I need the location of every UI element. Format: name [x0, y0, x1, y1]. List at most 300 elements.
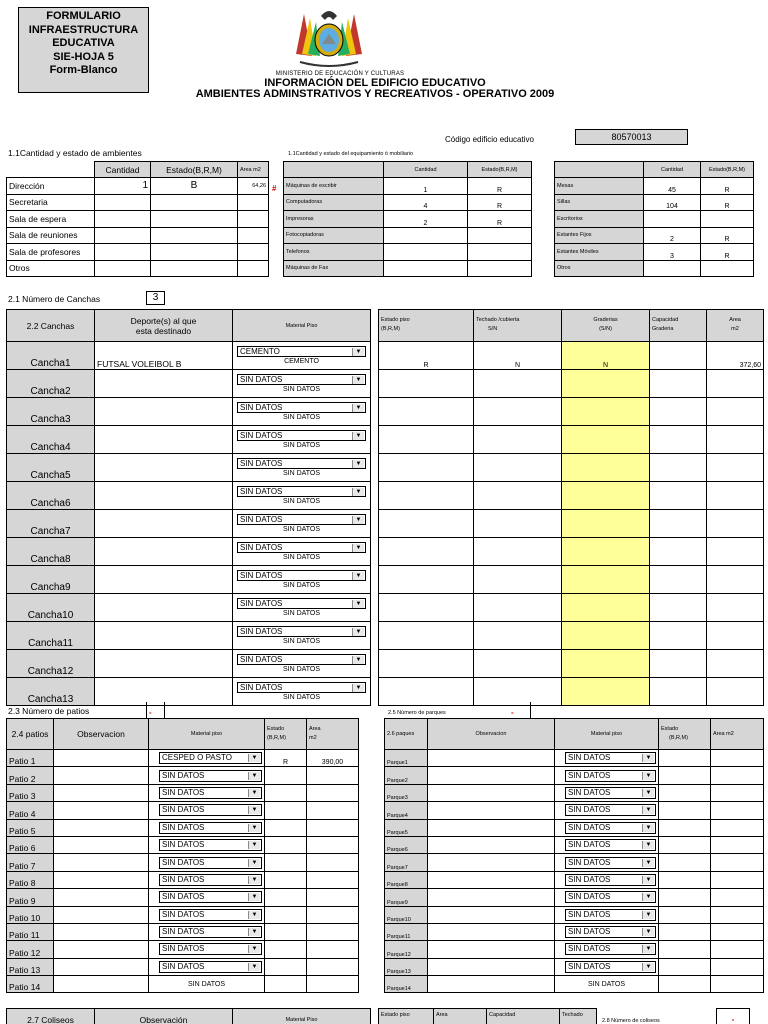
deporte-cell[interactable]: [95, 622, 233, 650]
chevron-down-icon[interactable]: ▼: [352, 544, 364, 552]
area-cell[interactable]: [707, 622, 764, 650]
area-cell[interactable]: [707, 426, 764, 454]
estado-cell[interactable]: [659, 976, 711, 993]
estado-cell[interactable]: [659, 923, 711, 940]
area-cell[interactable]: 64,26: [238, 178, 269, 195]
estado-cell[interactable]: [659, 906, 711, 923]
area-cell[interactable]: [307, 958, 359, 975]
chevron-down-icon[interactable]: ▼: [352, 404, 364, 412]
capacidad-cell[interactable]: [650, 650, 707, 678]
chevron-down-icon[interactable]: ▼: [248, 911, 260, 919]
deporte-cell[interactable]: [95, 426, 233, 454]
table-row: [385, 906, 764, 923]
chevron-down-icon[interactable]: ▼: [642, 859, 654, 867]
area-cell[interactable]: [707, 398, 764, 426]
cantidad-cell[interactable]: [95, 211, 151, 228]
estado-cell[interactable]: [151, 211, 238, 228]
estado-cell[interactable]: [265, 941, 307, 958]
observacion-cell[interactable]: [54, 889, 149, 906]
estado-cell[interactable]: [265, 819, 307, 836]
area-cell[interactable]: [307, 819, 359, 836]
observacion-cell[interactable]: [428, 802, 555, 819]
parques-count-field[interactable]: -: [507, 702, 531, 718]
cantidad-cell[interactable]: [384, 244, 468, 261]
cantidad-cell[interactable]: 4: [384, 194, 468, 211]
material-dropdown[interactable]: [159, 804, 262, 816]
observacion-cell[interactable]: [54, 836, 149, 853]
chevron-down-icon[interactable]: ▼: [642, 945, 654, 953]
patios-count-field[interactable]: -: [146, 702, 165, 718]
material-cell: [149, 889, 265, 906]
capacidad-cell[interactable]: [650, 370, 707, 398]
estado-cell[interactable]: [659, 871, 711, 888]
area-cell[interactable]: [711, 958, 764, 975]
area-cell[interactable]: [711, 767, 764, 784]
estado-cell[interactable]: [265, 889, 307, 906]
estado-cell[interactable]: [151, 194, 238, 211]
material-dropdown[interactable]: [237, 542, 366, 553]
observacion-cell[interactable]: [428, 906, 555, 923]
observacion-cell[interactable]: [428, 941, 555, 958]
area-cell[interactable]: [711, 941, 764, 958]
chevron-down-icon[interactable]: ▼: [352, 684, 364, 692]
material-dropdown[interactable]: [159, 926, 262, 938]
col-header: Capacidad Graderia: [650, 310, 707, 342]
dropdown-value: SIN DATOS: [568, 787, 611, 797]
area-cell[interactable]: [307, 767, 359, 784]
area-cell[interactable]: [238, 194, 269, 211]
techado-cell[interactable]: N: [474, 342, 562, 370]
area-cell[interactable]: [711, 750, 764, 767]
estado-cell[interactable]: [379, 454, 474, 482]
area-cell[interactable]: [711, 819, 764, 836]
estado-cell[interactable]: [659, 802, 711, 819]
cantidad-cell[interactable]: [95, 227, 151, 244]
chevron-down-icon[interactable]: ▼: [352, 460, 364, 468]
area-cell[interactable]: [707, 566, 764, 594]
capacidad-cell[interactable]: [650, 482, 707, 510]
area-cell[interactable]: [711, 802, 764, 819]
observacion-cell[interactable]: [428, 767, 555, 784]
cantidad-cell[interactable]: 45: [644, 178, 701, 195]
material-dropdown[interactable]: [565, 943, 656, 955]
graderias-cell[interactable]: [562, 510, 650, 538]
techado-cell[interactable]: [474, 622, 562, 650]
coliseos-count-field[interactable]: -: [716, 1008, 750, 1024]
chevron-down-icon[interactable]: ▼: [352, 488, 364, 496]
row-label: Parque3: [385, 784, 428, 801]
material-dropdown[interactable]: [159, 961, 262, 973]
estado-cell[interactable]: [468, 244, 532, 261]
estado-cell[interactable]: [379, 650, 474, 678]
chevron-down-icon[interactable]: ▼: [248, 824, 260, 832]
deporte-cell[interactable]: [95, 454, 233, 482]
estado-cell[interactable]: [265, 906, 307, 923]
graderias-cell[interactable]: [562, 426, 650, 454]
area-cell[interactable]: [707, 482, 764, 510]
techado-cell[interactable]: [474, 650, 562, 678]
estado-cell[interactable]: R: [265, 750, 307, 767]
cantidad-cell[interactable]: 1: [95, 178, 151, 195]
estado-cell[interactable]: [659, 889, 711, 906]
area-cell[interactable]: [711, 784, 764, 801]
graderias-cell[interactable]: N: [562, 342, 650, 370]
estado-cell[interactable]: [659, 819, 711, 836]
deporte-cell[interactable]: [95, 594, 233, 622]
estado-cell[interactable]: R: [379, 342, 474, 370]
deporte-cell[interactable]: FUTSAL VOLEIBOL B: [95, 342, 233, 370]
estado-cell[interactable]: [151, 260, 238, 277]
chevron-down-icon[interactable]: ▼: [642, 789, 654, 797]
estado-cell[interactable]: [379, 678, 474, 706]
observacion-cell[interactable]: [428, 889, 555, 906]
graderias-cell[interactable]: [562, 650, 650, 678]
techado-cell[interactable]: [474, 454, 562, 482]
observacion-cell[interactable]: [54, 784, 149, 801]
chevron-down-icon[interactable]: ▼: [642, 824, 654, 832]
estado-cell[interactable]: [379, 622, 474, 650]
area-cell[interactable]: [707, 454, 764, 482]
graderias-cell[interactable]: [562, 678, 650, 706]
estado-cell[interactable]: [659, 941, 711, 958]
area-cell[interactable]: [307, 906, 359, 923]
estado-cell[interactable]: [265, 923, 307, 940]
material-cell: [233, 398, 371, 426]
area-cell[interactable]: [307, 941, 359, 958]
chevron-down-icon[interactable]: ▼: [642, 911, 654, 919]
chevron-down-icon[interactable]: ▼: [248, 859, 260, 867]
estado-cell[interactable]: [265, 976, 307, 993]
observacion-cell[interactable]: [54, 750, 149, 767]
cantidad-cell[interactable]: [644, 260, 701, 277]
material-dropdown[interactable]: [159, 943, 262, 955]
chevron-down-icon[interactable]: ▼: [248, 945, 260, 953]
material-dropdown[interactable]: [237, 682, 366, 693]
material-cell: [149, 906, 265, 923]
estado-cell[interactable]: [468, 227, 532, 244]
estado-cell[interactable]: [701, 260, 754, 277]
estado-cell[interactable]: R: [701, 227, 754, 244]
estado-cell[interactable]: [265, 854, 307, 871]
estado-cell[interactable]: [265, 767, 307, 784]
area-cell[interactable]: 372,60: [707, 342, 764, 370]
cantidad-cell[interactable]: [95, 260, 151, 277]
graderias-cell[interactable]: [562, 594, 650, 622]
area-cell[interactable]: [707, 594, 764, 622]
area-cell[interactable]: [307, 889, 359, 906]
observacion-cell[interactable]: [428, 784, 555, 801]
material-dropdown[interactable]: [565, 752, 656, 764]
observacion-cell[interactable]: [428, 836, 555, 853]
area-cell[interactable]: [307, 871, 359, 888]
deporte-cell[interactable]: [95, 650, 233, 678]
table-row: [284, 227, 532, 244]
area-cell[interactable]: [711, 854, 764, 871]
estado-cell[interactable]: [379, 370, 474, 398]
chevron-down-icon[interactable]: ▼: [248, 893, 260, 901]
observacion-cell[interactable]: [54, 941, 149, 958]
material-dropdown[interactable]: [159, 770, 262, 782]
chevron-down-icon[interactable]: ▼: [642, 928, 654, 936]
material-dropdown[interactable]: [237, 374, 366, 385]
estado-cell[interactable]: [265, 784, 307, 801]
deporte-cell[interactable]: [95, 398, 233, 426]
observacion-cell[interactable]: [428, 871, 555, 888]
observacion-cell[interactable]: [54, 958, 149, 975]
estado-cell[interactable]: [659, 767, 711, 784]
chevron-down-icon[interactable]: ▼: [352, 432, 364, 440]
area-cell[interactable]: 390,00: [307, 750, 359, 767]
observacion-cell[interactable]: [54, 923, 149, 940]
material-dropdown[interactable]: [237, 402, 366, 413]
chevron-down-icon[interactable]: ▼: [642, 963, 654, 971]
chevron-down-icon[interactable]: ▼: [352, 348, 364, 356]
material-dropdown[interactable]: [237, 430, 366, 441]
deporte-cell[interactable]: [95, 482, 233, 510]
chevron-down-icon[interactable]: ▼: [248, 876, 260, 884]
observacion-cell[interactable]: [428, 819, 555, 836]
observacion-cell[interactable]: [54, 819, 149, 836]
material-dropdown[interactable]: [159, 752, 262, 764]
material-dropdown[interactable]: [237, 486, 366, 497]
area-cell[interactable]: [238, 227, 269, 244]
capacidad-cell[interactable]: [650, 622, 707, 650]
chevron-down-icon[interactable]: ▼: [248, 963, 260, 971]
deporte-cell[interactable]: [95, 566, 233, 594]
chevron-down-icon[interactable]: ▼: [642, 806, 654, 814]
material-dropdown[interactable]: [159, 787, 262, 799]
col-header: Observacion: [428, 719, 555, 750]
capacidad-cell[interactable]: [650, 342, 707, 370]
cantidad-cell[interactable]: [384, 260, 468, 277]
material-dropdown[interactable]: [237, 626, 366, 637]
area-cell[interactable]: [238, 244, 269, 261]
estado-cell[interactable]: R: [701, 178, 754, 195]
patios-table: [6, 718, 359, 993]
observacion-cell[interactable]: [428, 750, 555, 767]
material-dropdown[interactable]: [565, 787, 656, 799]
area-cell[interactable]: [707, 650, 764, 678]
capacidad-cell[interactable]: [650, 510, 707, 538]
cantidad-cell[interactable]: [384, 227, 468, 244]
chevron-down-icon[interactable]: ▼: [352, 376, 364, 384]
estado-cell[interactable]: [265, 836, 307, 853]
estado-cell[interactable]: R: [701, 244, 754, 261]
material-dropdown[interactable]: [565, 839, 656, 851]
techado-cell[interactable]: [474, 594, 562, 622]
estado-cell[interactable]: [379, 538, 474, 566]
chevron-down-icon[interactable]: ▼: [642, 841, 654, 849]
material-dropdown[interactable]: [159, 857, 262, 869]
chevron-down-icon[interactable]: ▼: [352, 572, 364, 580]
col-header: Observación: [95, 1009, 233, 1024]
capacidad-cell[interactable]: [650, 538, 707, 566]
observacion-cell[interactable]: [428, 958, 555, 975]
estado-cell[interactable]: [379, 398, 474, 426]
area-cell[interactable]: [711, 871, 764, 888]
area-cell[interactable]: [707, 370, 764, 398]
graderias-cell[interactable]: [562, 538, 650, 566]
material-dropdown[interactable]: [565, 961, 656, 973]
material-dropdown[interactable]: [565, 891, 656, 903]
area-cell[interactable]: [307, 784, 359, 801]
area-cell[interactable]: [711, 889, 764, 906]
graderias-cell[interactable]: [562, 370, 650, 398]
capacidad-cell[interactable]: [650, 678, 707, 706]
area-cell[interactable]: [711, 976, 764, 993]
chevron-down-icon[interactable]: ▼: [248, 841, 260, 849]
chevron-down-icon[interactable]: ▼: [642, 772, 654, 780]
techado-cell[interactable]: [474, 482, 562, 510]
techado-cell[interactable]: [474, 398, 562, 426]
area-cell[interactable]: [711, 906, 764, 923]
material-dropdown[interactable]: [237, 570, 366, 581]
chevron-down-icon[interactable]: ▼: [248, 806, 260, 814]
techado-cell[interactable]: [474, 426, 562, 454]
capacidad-cell[interactable]: [650, 454, 707, 482]
estado-cell[interactable]: [151, 244, 238, 261]
chevron-down-icon[interactable]: ▼: [352, 600, 364, 608]
area-cell[interactable]: [711, 923, 764, 940]
area-cell[interactable]: [307, 976, 359, 993]
chevron-down-icon[interactable]: ▼: [352, 516, 364, 524]
techado-cell[interactable]: [474, 566, 562, 594]
estado-cell[interactable]: [659, 958, 711, 975]
canchas-count-field[interactable]: 3: [146, 291, 165, 305]
capacidad-cell[interactable]: [650, 398, 707, 426]
area-cell[interactable]: [707, 678, 764, 706]
cantidad-cell[interactable]: 104: [644, 194, 701, 211]
material-dropdown[interactable]: [159, 822, 262, 834]
estado-cell[interactable]: [379, 482, 474, 510]
dropdown-value: SIN DATOS: [568, 874, 611, 884]
material-dropdown[interactable]: [159, 839, 262, 851]
observacion-cell[interactable]: [54, 976, 149, 993]
material-dropdown[interactable]: [565, 926, 656, 938]
estado-cell[interactable]: R: [468, 178, 532, 195]
material-dropdown[interactable]: [237, 346, 366, 357]
observacion-cell[interactable]: [428, 854, 555, 871]
codigo-field[interactable]: 80570013: [575, 129, 688, 145]
estado-cell[interactable]: [379, 510, 474, 538]
material-dropdown[interactable]: [565, 909, 656, 921]
estado-cell[interactable]: [659, 750, 711, 767]
chevron-down-icon[interactable]: ▼: [248, 789, 260, 797]
material-dropdown[interactable]: [565, 857, 656, 869]
table-row: [7, 454, 764, 482]
observacion-cell[interactable]: [428, 923, 555, 940]
chevron-down-icon[interactable]: ▼: [248, 772, 260, 780]
cantidad-cell[interactable]: 2: [384, 211, 468, 228]
techado-cell[interactable]: [474, 370, 562, 398]
capacidad-cell[interactable]: [650, 426, 707, 454]
deporte-cell[interactable]: [95, 370, 233, 398]
graderias-cell[interactable]: [562, 482, 650, 510]
estado-cell[interactable]: R: [701, 194, 754, 211]
cantidad-cell[interactable]: 1: [384, 178, 468, 195]
chevron-down-icon[interactable]: ▼: [642, 876, 654, 884]
chevron-down-icon[interactable]: ▼: [352, 656, 364, 664]
estado-cell[interactable]: [379, 426, 474, 454]
graderias-cell[interactable]: [562, 398, 650, 426]
estado-cell[interactable]: [468, 260, 532, 277]
observacion-cell[interactable]: [54, 906, 149, 923]
material-dropdown[interactable]: [565, 822, 656, 834]
cantidad-cell[interactable]: [644, 211, 701, 228]
cantidad-cell[interactable]: 3: [644, 244, 701, 261]
deporte-cell[interactable]: [95, 510, 233, 538]
estado-cell[interactable]: [701, 211, 754, 228]
observacion-cell[interactable]: [54, 767, 149, 784]
chevron-down-icon[interactable]: ▼: [248, 754, 260, 762]
observacion-cell[interactable]: [54, 802, 149, 819]
area-cell[interactable]: [707, 538, 764, 566]
material-dropdown[interactable]: [159, 891, 262, 903]
graderias-cell[interactable]: [562, 622, 650, 650]
material-dropdown[interactable]: [565, 770, 656, 782]
estado-cell[interactable]: [265, 871, 307, 888]
area-cell[interactable]: [307, 836, 359, 853]
estado-cell[interactable]: [659, 854, 711, 871]
area-cell[interactable]: [707, 510, 764, 538]
techado-cell[interactable]: [474, 510, 562, 538]
material-dropdown[interactable]: [237, 598, 366, 609]
area-cell[interactable]: [238, 260, 269, 277]
capacidad-cell[interactable]: [650, 566, 707, 594]
estado-cell[interactable]: R: [468, 194, 532, 211]
estado-cell[interactable]: [659, 784, 711, 801]
area-cell[interactable]: [307, 923, 359, 940]
cantidad-cell[interactable]: [95, 244, 151, 261]
estado-cell[interactable]: R: [468, 211, 532, 228]
cantidad-cell[interactable]: 2: [644, 227, 701, 244]
cantidad-cell[interactable]: [95, 194, 151, 211]
material-dropdown[interactable]: [237, 514, 366, 525]
material-dropdown[interactable]: [237, 458, 366, 469]
estado-cell[interactable]: [379, 594, 474, 622]
material-dropdown[interactable]: [565, 804, 656, 816]
chevron-down-icon[interactable]: ▼: [352, 628, 364, 636]
row-label: Patio 7: [7, 854, 54, 871]
estado-cell[interactable]: B: [151, 178, 238, 195]
estado-cell[interactable]: [659, 836, 711, 853]
material-dropdown[interactable]: [159, 909, 262, 921]
area-cell[interactable]: [307, 854, 359, 871]
observacion-cell[interactable]: [54, 854, 149, 871]
material-dropdown[interactable]: [565, 874, 656, 886]
estado-cell[interactable]: [265, 802, 307, 819]
chevron-down-icon[interactable]: ▼: [642, 754, 654, 762]
area-cell[interactable]: [307, 802, 359, 819]
observacion-cell[interactable]: [428, 976, 555, 993]
graderias-cell[interactable]: [562, 454, 650, 482]
estado-cell[interactable]: [265, 958, 307, 975]
area-cell[interactable]: [238, 211, 269, 228]
estado-cell[interactable]: [379, 566, 474, 594]
capacidad-cell[interactable]: [650, 594, 707, 622]
dropdown-value: SIN DATOS: [162, 944, 205, 954]
chevron-down-icon[interactable]: ▼: [642, 893, 654, 901]
material-dropdown[interactable]: [159, 874, 262, 886]
estado-cell[interactable]: [151, 227, 238, 244]
deporte-cell[interactable]: [95, 538, 233, 566]
material-dropdown[interactable]: [237, 654, 366, 665]
techado-cell[interactable]: [474, 538, 562, 566]
chevron-down-icon[interactable]: ▼: [248, 928, 260, 936]
area-cell[interactable]: [711, 836, 764, 853]
graderias-cell[interactable]: [562, 566, 650, 594]
observacion-cell[interactable]: [54, 871, 149, 888]
